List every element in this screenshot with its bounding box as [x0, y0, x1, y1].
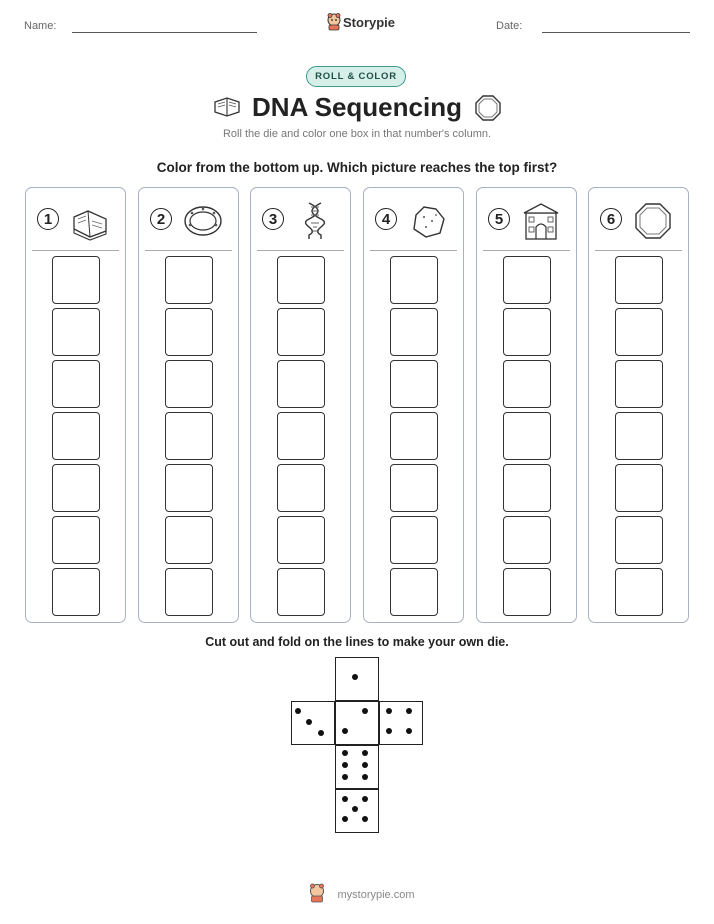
color-box[interactable] [615, 568, 663, 616]
book-icon [70, 201, 110, 241]
color-box[interactable] [165, 256, 213, 304]
color-box[interactable] [277, 516, 325, 564]
roll-color-badge: ROLL & COLOR [306, 66, 406, 87]
die-face-2 [335, 701, 379, 745]
color-box[interactable] [165, 360, 213, 408]
die-pip [406, 728, 412, 734]
die-pip [386, 708, 392, 714]
die-pip [342, 796, 348, 802]
die-face-1 [335, 657, 379, 701]
die-pip [352, 806, 358, 812]
die-pip [342, 728, 348, 734]
color-box[interactable] [52, 464, 100, 512]
color-box[interactable] [165, 464, 213, 512]
storypie-logo-icon [326, 13, 342, 31]
color-box[interactable] [277, 464, 325, 512]
color-box[interactable] [277, 360, 325, 408]
color-box[interactable] [503, 516, 551, 564]
name-line[interactable] [72, 32, 257, 33]
color-box[interactable] [390, 516, 438, 564]
die-pip [306, 719, 312, 725]
name-label: Name: [24, 20, 57, 32]
color-box[interactable] [390, 256, 438, 304]
color-box[interactable] [615, 516, 663, 564]
color-box[interactable] [52, 516, 100, 564]
die-pip [362, 750, 368, 756]
die-pip [318, 730, 324, 736]
page-title: DNA Sequencing [252, 92, 462, 122]
prompt: Color from the bottom up. Which picture reaches the top first? [156, 160, 558, 175]
column-divider [483, 250, 570, 251]
octagon-icon [474, 94, 502, 122]
color-box[interactable] [52, 412, 100, 460]
color-box[interactable] [277, 412, 325, 460]
die-pip [295, 708, 301, 714]
color-box[interactable] [165, 516, 213, 564]
die-face-4 [379, 701, 423, 745]
die-pip [342, 774, 348, 780]
subtitle: Roll the die and color one box in that number's column. [222, 128, 492, 140]
die-pip [362, 708, 368, 714]
color-box[interactable] [390, 360, 438, 408]
color-box[interactable] [165, 412, 213, 460]
die-pip [362, 816, 368, 822]
column-3 [250, 187, 351, 623]
column-number: 1 [37, 208, 59, 230]
color-box[interactable] [615, 360, 663, 408]
die-pip [406, 708, 412, 714]
rock-icon [408, 201, 448, 241]
column-divider [595, 250, 682, 251]
color-box[interactable] [390, 412, 438, 460]
color-box[interactable] [503, 308, 551, 356]
column-number: 3 [262, 208, 284, 230]
die-pip [362, 774, 368, 780]
die-pip [342, 816, 348, 822]
column-number: 5 [488, 208, 510, 230]
column-divider [32, 250, 119, 251]
die-face-3 [291, 701, 335, 745]
ring-icon [183, 201, 223, 241]
column-divider [145, 250, 232, 251]
column-2 [138, 187, 239, 623]
color-box[interactable] [52, 568, 100, 616]
column-number: 4 [375, 208, 397, 230]
column-1 [25, 187, 126, 623]
column-5 [476, 187, 577, 623]
color-box[interactable] [615, 412, 663, 460]
date-line[interactable] [542, 32, 690, 33]
die-instruction: Cut out and fold on the lines to make your own die. [205, 635, 509, 649]
die-pip [342, 750, 348, 756]
die-pip [386, 728, 392, 734]
die-pip [352, 674, 358, 680]
color-box[interactable] [390, 308, 438, 356]
brand-name: Storypie [343, 15, 396, 30]
color-box[interactable] [503, 464, 551, 512]
color-box[interactable] [615, 464, 663, 512]
die-pip [362, 762, 368, 768]
column-number: 2 [150, 208, 172, 230]
dna-icon [295, 201, 335, 241]
color-box[interactable] [277, 568, 325, 616]
color-box[interactable] [390, 464, 438, 512]
column-divider [370, 250, 457, 251]
building-icon [521, 201, 561, 241]
column-4 [363, 187, 464, 623]
color-box[interactable] [165, 568, 213, 616]
color-box[interactable] [503, 568, 551, 616]
die-face-5 [335, 789, 379, 833]
color-box[interactable] [390, 568, 438, 616]
color-box[interactable] [615, 256, 663, 304]
color-box[interactable] [503, 412, 551, 460]
column-number: 6 [600, 208, 622, 230]
footer-url: mystorypie.com [337, 889, 415, 901]
die-pip [342, 762, 348, 768]
color-box[interactable] [52, 308, 100, 356]
color-box[interactable] [277, 256, 325, 304]
color-box[interactable] [277, 308, 325, 356]
die-pip [362, 796, 368, 802]
die-face-6 [335, 745, 379, 789]
octagon-icon [633, 201, 673, 241]
column-divider [257, 250, 344, 251]
date-label: Date: [496, 20, 523, 32]
color-box[interactable] [165, 308, 213, 356]
color-box[interactable] [503, 256, 551, 304]
color-box[interactable] [615, 308, 663, 356]
color-box[interactable] [52, 360, 100, 408]
color-box[interactable] [52, 256, 100, 304]
color-box[interactable] [503, 360, 551, 408]
column-6 [588, 187, 689, 623]
